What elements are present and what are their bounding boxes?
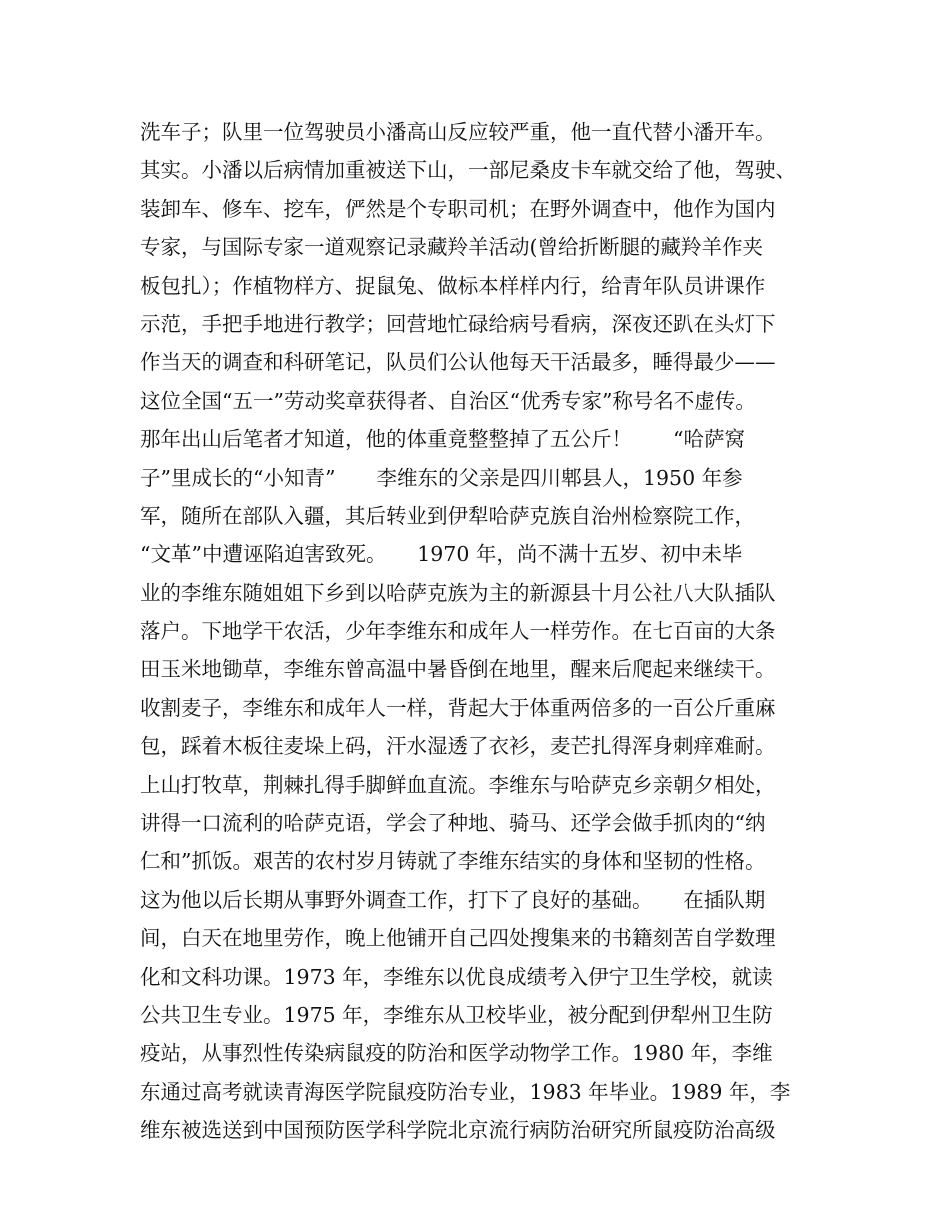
text-line: 疫站，从事烈性传染病鼠疫的防治和医学动物学工作。1980 年，李维 [140,1041,773,1066]
text-line: 化和文科功课。1973 年，李维东以优良成绩考入伊宁卫生学校，就读 [140,964,773,989]
text-line: 那年出山后笔者才知道，他的体重竟整整掉了五公斤！ “哈萨窝 [140,427,745,452]
text-line: 讲得一口流利的哈萨克语，学会了种地、骑马、还学会做手抓肉的“纳 [140,811,766,836]
text-line: 维东被选送到中国预防医学科学院北京流行病防治研究所鼠疫防治高级 [140,1118,776,1143]
text-line: 军，随所在部队入疆，其后转业到伊犁哈萨克族自治州检察院工作， [140,503,755,528]
text-line: 上山打牧草，荆棘扎得手脚鲜血直流。李维东与哈萨克乡亲朝夕相处， [140,772,776,797]
text-line: 东通过高考就读青海医学院鼠疫防治专业，1983 年毕业。1989 年，李 [140,1079,791,1104]
text-line: 专家，与国际专家一道观察记录藏羚羊活动(曾给折断腿的藏羚羊作夹 [140,235,763,260]
text-line: 示范，手把手地进行教学；回营地忙碌给病号看病，深夜还趴在头灯下 [140,311,776,336]
text-line: 这位全国“五一”劳动奖章获得者、自治区“优秀专家”称号名不虚传。 [140,388,756,413]
text-line: 收割麦子，李维东和成年人一样，背起大于体重两倍多的一百公斤重麻 [140,695,776,720]
text-line: 装卸车、修车、挖车，俨然是个专职司机；在野外调查中，他作为国内 [140,196,776,221]
text-line: 田玉米地锄草，李维东曾高温中暑昏倒在地里，醒来后爬起来继续干。 [140,657,776,682]
text-line: 子”里成长的“小知青” 李维东的父亲是四川郫县人，1950 年参 [140,465,743,490]
text-line: 仁和”抓饭。艰苦的农村岁月铸就了李维东结实的身体和坚韧的性格。 [140,849,766,874]
text-line: 作当天的调查和科研笔记，队员们公认他每天干活最多，睡得最少—— [140,350,776,375]
text-line: 包，踩着木板往麦垛上码，汗水湿透了衣衫，麦芒扎得浑身刺痒难耐。 [140,734,776,759]
text-line: 板包扎）；作植物样方、捉鼠兔、做标本样样内行，给青年队员讲课作 [140,273,766,298]
text-line: 业的李维东随姐姐下乡到以哈萨克族为主的新源县十月公社八大队插队 [140,580,776,605]
text-line: 这为他以后长期从事野外调查工作，打下了良好的基础。 在插队期 [140,887,766,912]
text-line: 洗车子；队里一位驾驶员小潘高山反应较严重，他一直代替小潘开车。 [140,120,776,144]
text-line: 公共卫生专业。1975 年，李维东从卫校毕业，被分配到伊犁州卫生防 [140,1002,773,1027]
text-line: 落户。下地学干农活，少年李维东和成年人一样劳作。在七百亩的大条 [140,619,776,644]
text-line: 间，白天在地里劳作，晚上他铺开自己四处搜集来的书籍刻苦自学数理 [140,926,776,951]
body-text [140,113,820,1150]
text-line: “文革”中遭诬陷迫害致死。 1970 年，尚不满十五岁、初中未毕 [140,542,743,567]
text-line: 其实。小潘以后病情加重被送下山，一部尼桑皮卡车就交给了他，驾驶、 [140,158,796,183]
